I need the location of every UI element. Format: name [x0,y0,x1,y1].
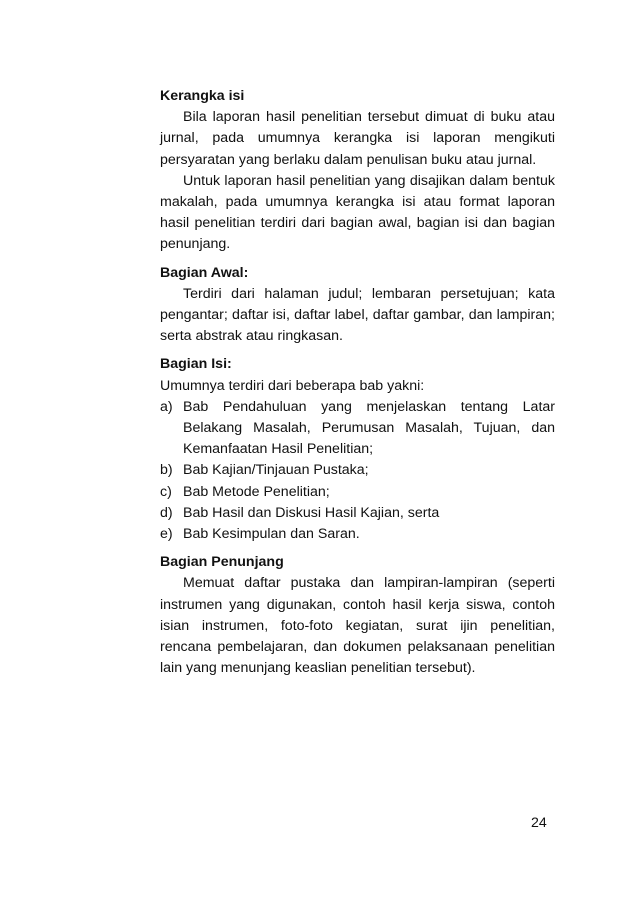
list-marker: e) [160,526,173,543]
list-marker: b) [160,462,173,479]
list-item [160,460,555,481]
section-heading-bagian-penunjang: Bagian Penunjang [160,554,284,571]
list-item-text: Bab Hasil dan Diskusi Hasil Kajian, serta [183,504,440,521]
list-item [160,524,555,545]
list-marker: d) [160,504,173,521]
list-marker: a) [160,398,173,415]
list-item-text: Bab Kajian/Tinjauan Pustaka; [183,462,369,479]
list-item-text: Bab Metode Penelitian; [183,483,330,500]
list-item [160,482,555,503]
section-spacer [160,545,555,552]
list-marker: c) [160,483,172,500]
paragraph-bagian-penunjang: Memuat daftar pustaka dan lampiran-lampiran (seperti instrumen yang digunakan, contoh hasil kerja siswa, contoh isian instrumen, foto-foto kegiatan, surat ijin penelitian, rencana pembelajaran, dan dokumen pelaksanaan penelitian lain yang menunjang keaslian penelitian tersebut). [160,575,555,677]
paragraph-kerangka-isi-2: Untuk laporan hasil penelitian yang disajikan dalam bentuk makalah, pada umumnya kerangka isi atau format laporan hasil penelitian terdiri dari bagian awal, bagian isi dan bagian penunjang. [160,172,555,253]
list-item [160,397,555,461]
paragraph-kerangka-isi-1: Bila laporan hasil penelitian tersebut dimuat di buku atau jurnal, pada umumnya kerangka isi laporan mengikuti persyaratan yang berlaku dalam penulisan buku atau jurnal. [160,109,555,168]
paragraph-bagian-awal: Terdiri dari halaman judul; lembaran persetujuan; kata pengantar; daftar isi, daftar label, daftar gambar, dan lampiran; serta abstrak atau ringkasan. [160,285,555,345]
section-heading-bagian-isi: Bagian Isi: [160,356,232,373]
section-spacer [160,347,555,354]
section-spacer [160,256,555,263]
bab-list [160,397,555,545]
page-content [160,86,555,679]
section-heading-kerangka-isi: Kerangka isi [160,88,245,104]
section-heading-bagian-awal: Bagian Awal: [160,264,249,281]
page-number: 24 [531,815,547,831]
list-item [160,503,555,524]
paragraph-bagian-isi-intro: Umumnya terdiri dari beberapa bab yakni: [160,377,425,394]
list-item-text: Bab Kesimpulan dan Saran. [183,526,360,543]
list-item-text: Bab Pendahuluan yang menjelaskan tentang Latar Belakang Masalah, Perumusan Masalah, Tujuan, dan Kemanfaatan Hasil Penelitian; [183,398,555,458]
